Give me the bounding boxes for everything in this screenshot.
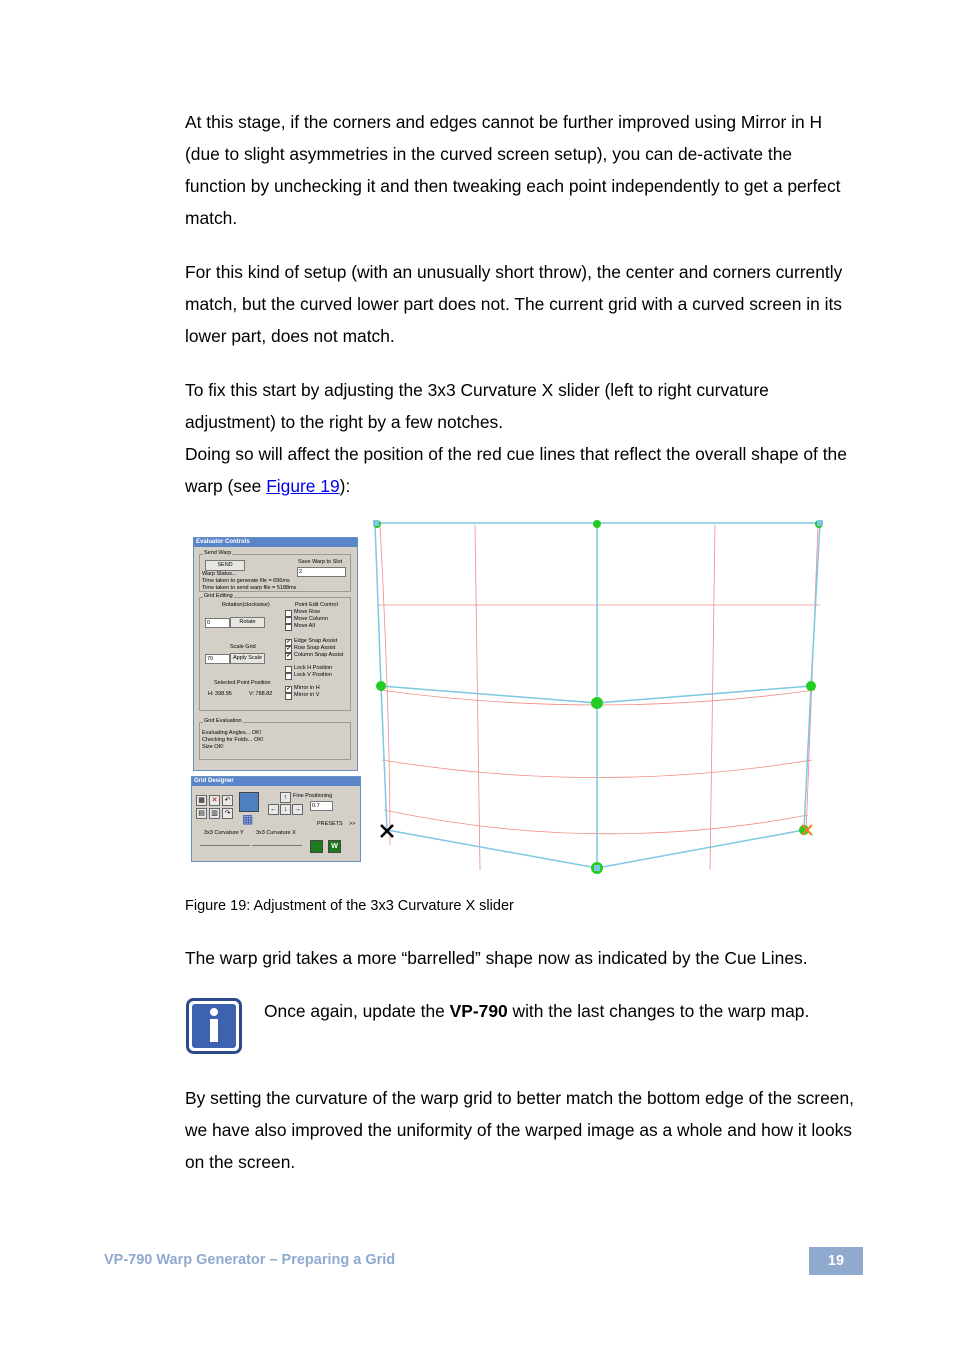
text-pre: Doing so will affect the position of the red cue lines that reflect the overall shape of the warp (see — [185, 444, 847, 496]
paragraph-barrelled: The warp grid takes a more “barrelled” shape now as indicated by the Cue Lines. — [185, 948, 808, 968]
designer-title: Grid Designer — [192, 777, 360, 786]
text-post: ): — [339, 476, 351, 496]
layout-icon[interactable]: ▤ — [196, 808, 207, 819]
redo-icon[interactable]: ↷ — [222, 808, 233, 819]
selected-point-label: Selected Point Position — [214, 680, 271, 686]
evaluator-title: Evaluator Controls — [194, 538, 357, 547]
curvature-x-label: 3x3 Curvature X — [256, 830, 296, 836]
figure-caption: Figure 19: Adjustment of the 3x3 Curvature X slider — [185, 898, 514, 914]
point-top-center[interactable] — [593, 520, 601, 528]
more-button[interactable]: >> — [349, 821, 356, 827]
checkbox-label: Lock V Position — [294, 672, 332, 678]
checkbox-label: Column Snap Assist — [294, 652, 344, 658]
scale-input[interactable]: 70 — [205, 654, 230, 664]
v-position: V: 788.82 — [249, 691, 273, 697]
grid-lines — [375, 523, 820, 868]
handle-top-left[interactable] — [373, 520, 379, 526]
point-center[interactable] — [591, 697, 603, 709]
apply-scale-button[interactable]: Apply Scale — [230, 653, 265, 664]
info-icon — [186, 998, 242, 1054]
note-post: with the last changes to the warp map. — [507, 1001, 810, 1021]
note-pre: Once again, update the — [264, 1001, 450, 1021]
rotation-input[interactable]: 0 — [205, 618, 230, 628]
time-generate: Time taken to generate file = 656ms — [202, 578, 290, 584]
fine-positioning-label: Fine Positioning — [293, 793, 333, 799]
arrow-up-icon[interactable]: ↑ — [280, 792, 291, 803]
checkbox-8[interactable]: ✔ — [286, 686, 291, 692]
arrow-left-icon[interactable]: ← — [270, 806, 277, 813]
delete-icon[interactable]: ✕ — [209, 795, 220, 806]
warp-status: Warp Status... — [202, 571, 237, 577]
point-mid-left[interactable] — [376, 681, 386, 691]
presets-label[interactable]: PRESETS — [317, 821, 343, 827]
point-mid-right[interactable] — [806, 681, 816, 691]
corner-markers — [373, 520, 823, 871]
eval-angles: Evaluating Angles... OK! — [202, 730, 262, 736]
tool-grid-icon[interactable]: ▦ — [196, 795, 207, 806]
point-edit-label: Point Edit Control — [295, 602, 338, 608]
time-send: Time taken to send warp file = 5188ms — [202, 585, 297, 591]
checkbox-label: Move All — [294, 623, 315, 629]
figure-19 — [190, 515, 835, 875]
footer-title: VP-790 Warp Generator – Preparing a Grid — [104, 1252, 396, 1268]
arrow-right-icon[interactable]: → — [294, 806, 301, 813]
checkbox-4[interactable]: ✔ — [286, 646, 291, 652]
page-number: 19 — [809, 1247, 863, 1275]
paragraph-curvature-b — [185, 438, 855, 502]
slot-select[interactable]: 2 — [297, 567, 346, 577]
curvature-y-label: 3x3 Curvature Y — [204, 830, 244, 836]
checkbox-5[interactable]: ✔ — [286, 653, 291, 659]
undo-icon[interactable]: ↶ — [222, 795, 233, 806]
paragraph-setup: For this kind of setup (with an unusually short throw), the center and corners currently match, but the curved lower part does not. The current grid with a curved screen in its lower part, does not match. — [185, 262, 843, 346]
figure-link[interactable]: Figure 19 — [266, 476, 340, 496]
send-button[interactable]: SEND — [205, 560, 245, 571]
checkbox-label: Row Snap Assist — [294, 645, 336, 651]
handle-bottom[interactable] — [594, 865, 600, 871]
rotate-button[interactable]: Rotate — [230, 617, 265, 628]
grid-pattern-icon[interactable]: ▦ — [242, 812, 254, 826]
paragraph-curvature-a: To fix this start by adjusting the 3x3 Curvature X slider (left to right curvature adjustment) to the right by a few notches. — [185, 380, 769, 432]
paragraph-curvature — [185, 374, 855, 502]
handle-top-right[interactable] — [817, 520, 823, 526]
arrow-down-icon[interactable]: ↓ — [280, 804, 291, 815]
select-icon[interactable]: ▥ — [209, 808, 220, 819]
paragraph-uniformity: By setting the curvature of the warp grid to better match the bottom edge of the screen, we have also improved the uniformity of the warped image as a whole and how it looks on the screen. — [185, 1088, 854, 1172]
h-position: H: 398.95 — [208, 691, 232, 697]
checkbox-label: Mirror in H — [294, 685, 320, 691]
warp-grid — [190, 515, 835, 875]
checkbox-label: Edge Snap Assist — [294, 638, 338, 644]
checkbox-label: Lock H Position — [294, 665, 333, 671]
checkbox-label: Move Column — [294, 616, 328, 622]
checkbox-label: Mirror in V — [294, 692, 320, 698]
checkbox-label: Move Row — [294, 609, 320, 615]
rotation-label: Rotation(clockwise) — [222, 602, 270, 608]
save-slot-label: Save Warp to Slot — [298, 559, 343, 565]
eval-folds: Checking for Folds... OK! — [202, 737, 264, 743]
grid-editing-label: Grid Editing — [204, 593, 233, 599]
note-product: VP-790 — [449, 1001, 508, 1021]
checkbox-3[interactable]: ✔ — [286, 639, 291, 645]
grid-eval-label: Grid Evaluation — [204, 718, 242, 724]
eval-size: Size OK! — [202, 744, 224, 750]
paragraph-mirror: At this stage, if the corners and edges cannot be further improved using Mirror in H (due to slight asymmetries in the curved screen setup), you can de-activate the function by unchecking it and then tweaking each point independently to get a perfect match. — [185, 112, 841, 228]
scale-grid-label: Scale Grid — [230, 644, 256, 650]
send-warp-label: Send Warp — [204, 550, 232, 556]
fine-select[interactable]: 0.7 — [310, 801, 333, 811]
note-text — [264, 998, 824, 1024]
w-button[interactable]: W — [328, 840, 341, 853]
